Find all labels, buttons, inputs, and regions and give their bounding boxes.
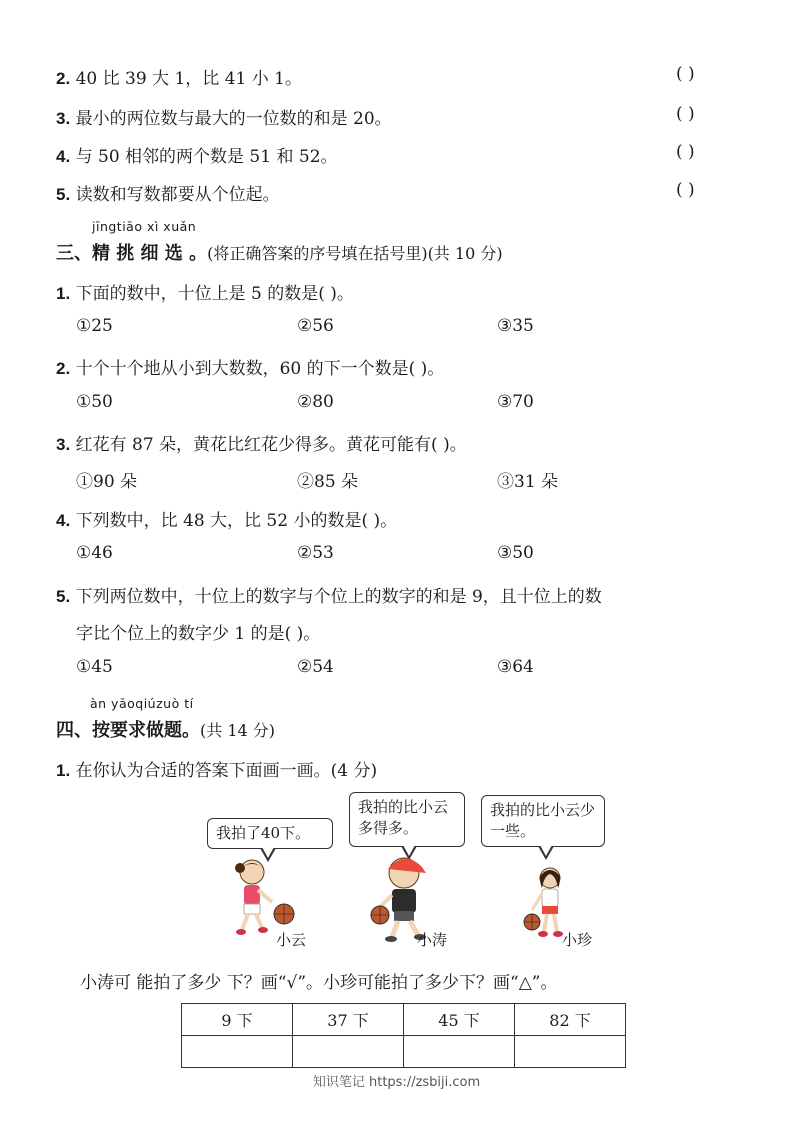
choice-5-option-3[interactable]: ③64 bbox=[497, 657, 534, 677]
choice-2-option-3[interactable]: ③70 bbox=[497, 392, 534, 412]
section4-heading: 四、按要求做题。(共 14 分) bbox=[56, 720, 276, 741]
q4-1-prompt: 1. 在你认为合适的答案下面画一画。(4 分) bbox=[56, 761, 378, 781]
speech-bubble-xiaotao: 我拍的比小云多得多。 bbox=[349, 792, 465, 847]
answer-cell[interactable] bbox=[182, 1036, 293, 1068]
choice-1-option-3[interactable]: ③35 bbox=[497, 316, 534, 336]
choice-3-option-1[interactable]: ①90 朵 bbox=[76, 472, 138, 492]
choice-5-option-1[interactable]: ①45 bbox=[76, 657, 113, 677]
choice-2-option-2[interactable]: ②80 bbox=[297, 392, 334, 412]
judge-answer-paren-5[interactable]: ( ) bbox=[676, 180, 695, 200]
choice-5-option-2[interactable]: ②54 bbox=[297, 657, 334, 677]
answer-table bbox=[181, 1003, 626, 1068]
choice-item-2: 2. 十个十个地从小到大数数，60 的下一个数是( )。 bbox=[56, 359, 445, 379]
table-answer-row bbox=[182, 1036, 626, 1068]
choice-1-option-2[interactable]: ②56 bbox=[297, 316, 334, 336]
answer-cell[interactable] bbox=[293, 1036, 404, 1068]
section4-pinyin: àn yāoqiúzuò tí bbox=[90, 696, 194, 711]
choice-item-3: 3. 红花有 87 朵，黄花比红花少得多。黄花可能有( )。 bbox=[56, 435, 467, 455]
q4-1-instruction: 小涛可 能拍了多少 下？画“√”。小珍可能拍了多少下？画“△”。 bbox=[80, 973, 558, 993]
choice-2-option-1[interactable]: ①50 bbox=[76, 392, 113, 412]
speech-bubble-tail-fill bbox=[262, 847, 274, 858]
table-header-cell: 37 下 bbox=[293, 1004, 404, 1036]
judge-item-3: 3. 最小的两位数与最大的一位数的和是 20。 bbox=[56, 109, 392, 129]
choice-4-option-2[interactable]: ②53 bbox=[297, 543, 334, 563]
judge-item-5: 5. 读数和写数都要从个位起。 bbox=[56, 185, 280, 205]
choice-item-5: 5. 下列两位数中，十位上的数字与个位上的数字的和是 9，且十位上的数 bbox=[56, 587, 602, 607]
table-header-cell: 45 下 bbox=[404, 1004, 515, 1036]
table-header-cell: 82 下 bbox=[515, 1004, 626, 1036]
judge-answer-paren-4[interactable]: ( ) bbox=[676, 142, 695, 162]
answer-cell[interactable] bbox=[515, 1036, 626, 1068]
name-label-xiaoyun: 小云 bbox=[276, 931, 307, 949]
section3-heading: 三、精 挑 细 选 。(将正确答案的序号填在括号里)(共 10 分) bbox=[56, 243, 503, 264]
table-header-row bbox=[182, 1004, 626, 1036]
answer-cell[interactable] bbox=[404, 1036, 515, 1068]
girl-xiaoyun-illustration bbox=[222, 858, 302, 938]
choice-3-option-2[interactable]: ②85 朵 bbox=[297, 472, 359, 492]
judge-item-4: 4. 与 50 相邻的两个数是 51 和 52。 bbox=[56, 147, 338, 167]
choice-1-option-1[interactable]: ①25 bbox=[76, 316, 113, 336]
table-header-cell: 9 下 bbox=[182, 1004, 293, 1036]
speech-bubble-tail-fill bbox=[540, 845, 552, 856]
choice-item-4: 4. 下列数中，比 48 大，比 52 小的数是( )。 bbox=[56, 511, 398, 531]
judge-answer-paren-2[interactable]: ( ) bbox=[676, 64, 695, 84]
choice-4-option-3[interactable]: ③50 bbox=[497, 543, 534, 563]
choice-3-option-3[interactable]: ③31 朵 bbox=[497, 472, 559, 492]
section3-pinyin: jīngtiāo xì xuǎn bbox=[92, 219, 197, 234]
speech-bubble-xiaozhen: 我拍的比小云少一些。 bbox=[481, 795, 605, 847]
choice-item-1: 1. 下面的数中，十位上是 5 的数是( )。 bbox=[56, 284, 354, 304]
name-label-xiaozhen: 小珍 bbox=[562, 931, 593, 949]
judge-item-2: 2. 40 比 39 大 1，比 41 小 1。 bbox=[56, 69, 302, 89]
choice-4-option-1[interactable]: ①46 bbox=[76, 543, 113, 563]
choice-item-5-line2: 字比个位上的数字少 1 的是( )。 bbox=[76, 624, 321, 644]
footer-watermark: 知识笔记 https://zsbiji.com bbox=[312, 1075, 481, 1090]
speech-bubble-xiaoyun: 我拍了40下。 bbox=[207, 818, 333, 849]
name-label-xiaotao: 小涛 bbox=[417, 931, 448, 949]
judge-answer-paren-3[interactable]: ( ) bbox=[676, 104, 695, 124]
